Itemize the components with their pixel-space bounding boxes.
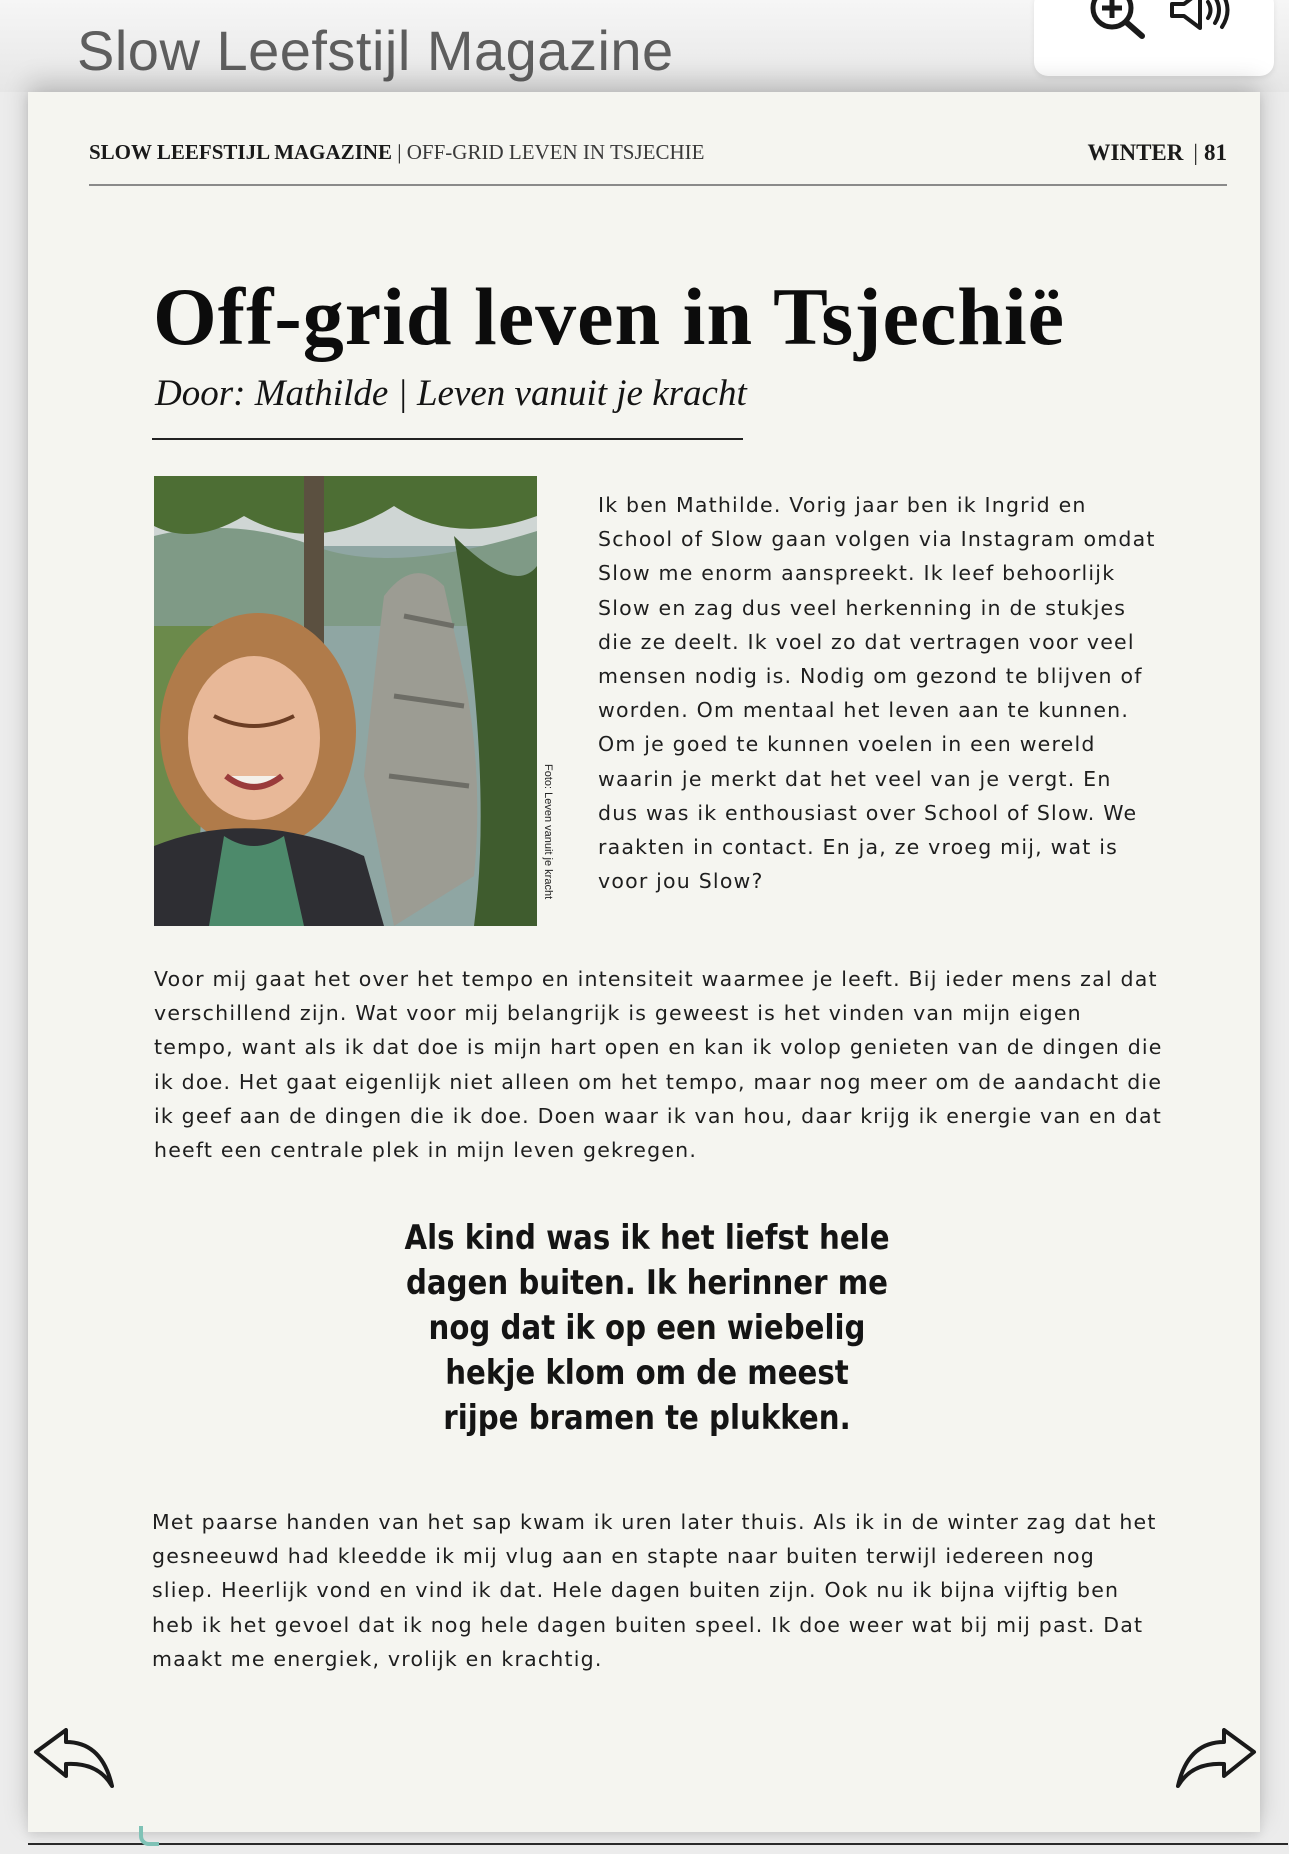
speaker-icon[interactable] xyxy=(1168,0,1238,42)
article-paragraph-tempo: Voor mij gaat het over het tempo en intensiteit waarmee je leeft. Bij ieder mens zal dat verschillend zijn. Wat voor mij belangrijk is geweest is het vinden van mijn eigen tempo, want als ik dat doe is mijn hart open en kan ik volop genieten van de dingen die ik doe. Het gaat eigenlijk niet alleen om het tempo, maar nog meer om de aandacht die ik geef aan de dingen die ik doe. Doen waar ik van hou, daar krijg ik energie van en dat heeft een centrale plek in mijn leven gekregen. xyxy=(154,967,1163,1163)
photo-credit: Foto: Leven vanuit je kracht xyxy=(542,764,554,900)
page-separator: | xyxy=(1193,140,1198,165)
arrow-forward-icon[interactable] xyxy=(1172,1728,1258,1798)
article-byline: Door: Mathilde | Leven vanuit je kracht xyxy=(155,373,747,414)
page-header xyxy=(89,92,1227,186)
toolbar xyxy=(1034,0,1274,76)
season-label: WINTER xyxy=(1087,140,1184,165)
article-paragraph-childhood: Met paarse handen van het sap kwam ik uren later thuis. Als ik in de winter zag dat het gesneeuwd had kleedde ik mij vlug aan en stapte naar buiten terwijl iedereen nog sliep. Heerlijk vond en vind ik dat. Hele dagen buiten zijn. Ook nu ik bijna vijftig ben heb ik het gevoel dat ik nog hele dagen buiten speel. Ik doe weer wat bij mij past. Dat maakt me energiek, vrolijk en krachtig. xyxy=(152,1510,1157,1671)
article-title: Off-grid leven in Tsjechië xyxy=(153,271,1066,362)
arrow-back-icon[interactable] xyxy=(32,1728,118,1798)
page-number: 81 xyxy=(1204,140,1227,165)
app-title: Slow Leefstijl Magazine xyxy=(77,19,674,82)
article-paragraph-intro: Ik ben Mathilde. Vorig jaar ben ik Ingrid en School of Slow gaan volgen via Instagram omdat Slow me enorm aanspreekt. Ik leef behoorlijk Slow en zag dus veel herkenning in de stukjes die ze deelt. Ik voel zo dat vertragen voor veel mensen nodig is. Nodig om gezond te blijven of worden. Om mentaal het leven aan te kunnen. Om je goed te kunnen voelen in een wereld waarin je merkt dat het veel van je vergt. En dus was ik enthousiast over School of Slow. We raakten in contact. En ja, ze vroeg mij, wat is voor jou Slow? xyxy=(598,493,1156,894)
page-nav-divider xyxy=(28,1843,1288,1845)
byline-divider xyxy=(152,438,743,440)
header-separator: | xyxy=(397,140,402,164)
issue-info xyxy=(1088,140,1227,166)
pull-quote: Als kind was ik het liefst hele dagen buiten. Ik herinner me nog dat ik op een wiebelig hekje klom om de meest rijpe bramen te plukken. xyxy=(404,1218,890,1438)
magazine-page xyxy=(28,92,1260,1832)
section-name: OFF-GRID LEVEN IN TSJECHIE xyxy=(406,140,705,164)
magazine-name: SLOW LEEFSTIJL MAGAZINE xyxy=(89,140,393,164)
running-header xyxy=(89,140,704,165)
author-photo xyxy=(154,476,537,926)
zoom-in-icon[interactable] xyxy=(1082,0,1152,42)
app-header xyxy=(0,0,1289,92)
decorative-mark xyxy=(139,1826,159,1846)
